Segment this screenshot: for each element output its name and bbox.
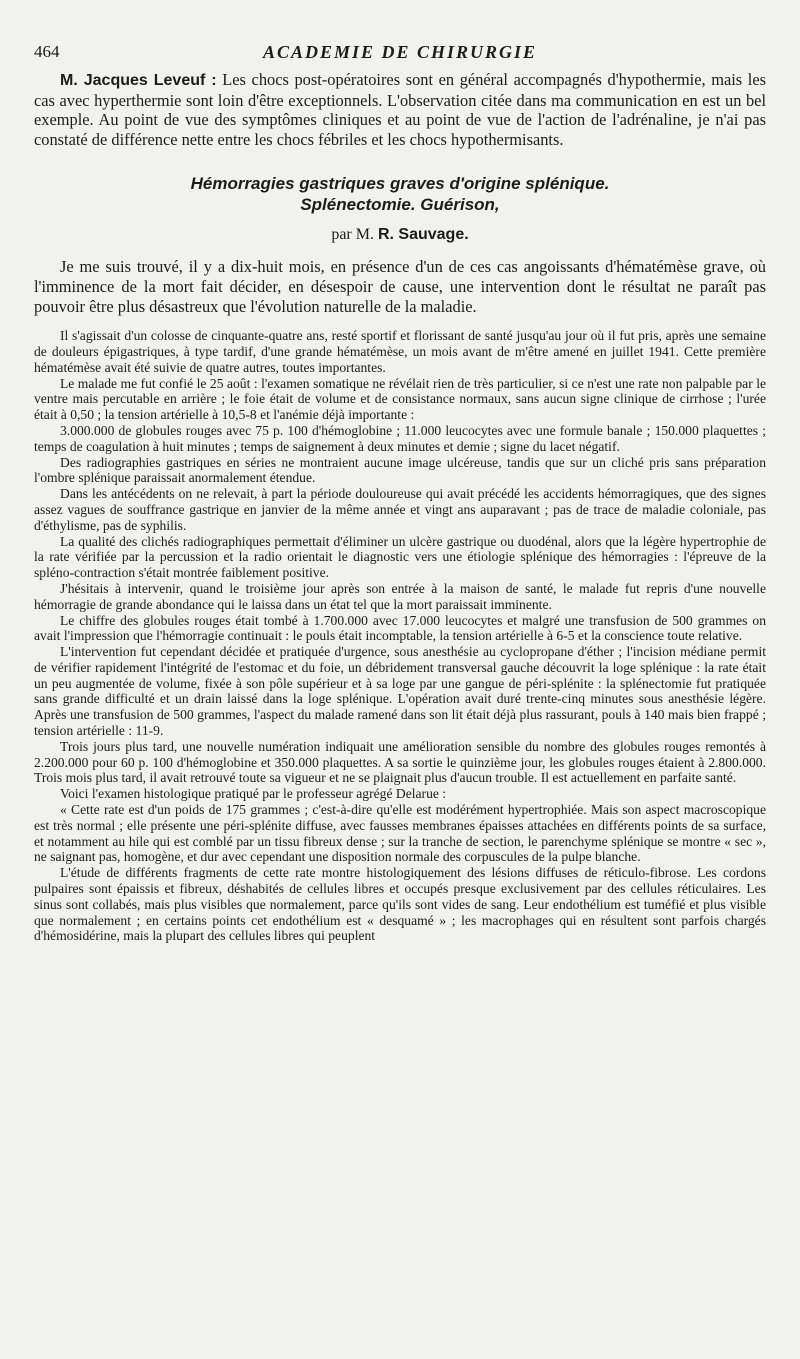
case-paragraph: Dans les antécédents on ne relevait, à part la période douloureuse qui avait précédé les accidents hémorragiques, que des signes assez vagues de souffrance gastrique en janvier de la même année et vingt ans auparavant ; pas de trace de maladie coloniale, pas d'éthylisme, pas de syphilis.: [34, 486, 766, 533]
article-title: [34, 173, 766, 215]
article-title-line-2: Splénectomie. Guérison,: [300, 195, 500, 215]
byline-prefix: par M.: [331, 226, 374, 244]
discussion-text: Les chocs post-opératoires sont en général accompagnés d'hypothermie, mais les cas avec hyperthermie sont loin d'être exceptionnels. L'observation citée dans ma communication en est un bel exemple. Au point de vue des symptômes cliniques et au point de vue de l'action de l'adrénaline, je n'ai pas constaté de différence nette entre les chocs fébriles et les chocs hypothermisants.: [34, 70, 766, 149]
discussion-paragraph: [34, 70, 766, 149]
case-paragraph: Il s'agissait d'un colosse de cinquante-quatre ans, resté sportif et florissant de santé jusqu'au jour où il fut pris, après une semaine de douleurs épigastriques, à type tardif, d'une grande hématémèse, un mois avant de m'être amené en juillet 1941. Cette première hématémèse avait été suivie de quatre autres, toutes importantes.: [34, 328, 766, 375]
running-head: ACADEMIE DE CHIRURGIE: [262, 42, 538, 62]
case-paragraph: Des radiographies gastriques en séries ne montraient aucune image ulcéreuse, tandis que sur un cliché pris sans préparation l'ombre splénique paraissait anormalement étendue.: [34, 454, 766, 486]
case-paragraph: 3.000.000 de globules rouges avec 75 p. 100 d'hémoglobine ; 11.000 leucocytes avec une formule banale ; 150.000 plaquettes ; temps de coagulation à huit minutes ; temps de saignement à deux minutes et demie ; signe du lacet négatif.: [34, 422, 766, 454]
article-byline: [34, 225, 766, 245]
page-header: [34, 42, 766, 66]
case-paragraph: Le chiffre des globules rouges était tombé à 1.700.000 avec 17.000 leucocytes et malgré une transfusion de 500 grammes on avait l'impression que l'hémorragie continuait : le pouls était incomptable, la tension artérielle à 6-5 et la conscience toute relative.: [34, 612, 766, 644]
page-content: [34, 70, 766, 944]
case-paragraph: L'étude de différents fragments de cette rate montre histologiquement des lésions diffuses de réticulo-fibrose. Les cordons pulpaires sont épaissis et fibreux, déshabités de cellules libres et occupés presque exclusivement par des cellules réticulaires. Les sinus sont collabés, mais plus visibles que normalement, parce qu'ils sont vides de sang. Leur endothélium est tuméfié et plus visible que normalement ; en certains points cet endothélium est « desquamé » ; les macrophages qui en résultent sont parfois chargés d'hémosidérine, mais la plupart des cellules libres qui peuplent: [34, 865, 766, 944]
case-paragraph: J'hésitais à intervenir, quand le troisième jour après son entrée à la maison de santé, le malade fut repris d'une nouvelle hémorragie de grande abondance qui le laissa dans un état tel que la mort paraissait imminente.: [34, 580, 766, 612]
case-paragraph: Voici l'examen histologique pratiqué par le professeur agrégé Delarue :: [60, 786, 447, 802]
article-author: R. Sauvage.: [377, 226, 469, 244]
case-report: [34, 328, 766, 944]
case-paragraph: L'intervention fut cependant décidée et pratiquée d'urgence, sous anesthésie au cyclopropane d'éther ; l'incision médiane permit de vérifier rapidement l'intégrité de l'estomac et du foie, un débridement transversal gauche découvrit la loge splénique : la rate était un peu augmentée de volume, fixée à son pôle supérieur et à sa loge par une gangue de péri-splénite : la splénectomie fut pratiquée sans grande difficulté et un drain laissé dans la loge splénique. L'opération avait duré trente-cinq minutes sous anesthésie légère. Après une transfusion de 500 grammes, l'aspect du malade ramené dans son lit était déjà plus rassurant, pouls à 140 mais bien frappé ; tension artérielle : 11-9.: [34, 644, 766, 739]
case-paragraph: Trois jours plus tard, une nouvelle numération indiquait une amélioration sensible du nombre des globules rouges remontés à 2.200.000 pour 60 p. 100 d'hémoglobine et 350.000 plaquettes. A sa sortie le quinzième jour, les globules rouges étaient à 2.800.000. Trois mois plus tard, il avait retrouvé toute sa vigueur et ne se plaignait plus d'aucun trouble. Il est actuellement en parfaite santé.: [34, 738, 766, 786]
case-paragraph: La qualité des clichés radiographiques permettait d'éliminer un ulcère gastrique ou duodénal, alors que la légère hypertrophie de la rate vérifiée par la percussion et la radio orientait le diagnostic vers une étiologie splénique des hémorragies : l'épreuve de la spléno-contraction s'était montrée faiblement positive.: [34, 533, 766, 581]
case-paragraph: Le malade me fut confié le 25 août : l'examen somatique ne révélait rien de très particulier, si ce n'est une rate non palpable par le ventre mais percutable en arrière ; le foie était de volume et de consistance normaux, sans aucun signe clinique de cirrhose ; l'urée était à 0,50 ; la tension artérielle à 10,5-8 et l'anémie déjà importante :: [34, 375, 766, 423]
article-intro: Je me suis trouvé, il y a dix-huit mois, en présence d'un de ces cas angoissants d'hématémèse grave, où l'imminence de la mort fait décider, en désespoir de cause, une intervention dont le résultat ne paraît pas pouvoir être plus désastreux que l'évolution naturelle de la maladie.: [34, 257, 766, 316]
case-paragraph: « Cette rate est d'un poids de 175 grammes ; c'est-à-dire qu'elle est modérément hypertrophiée. Mais son aspect macroscopique est très normal ; elle présente une péri-splénite diffuse, avec fausses membranes épaisses attachées en différents points de sa surface, et notamment au hile qui est comblé par un tissu fibreux dense ; sur la tranche de section, le parenchyme splénique se montre « sec », ne saignant pas, homogène, et dur avec cependant une disposition normale des corpuscules de la pulpe blanche.: [34, 802, 766, 865]
speaker-name: M. Jacques Leveuf :: [60, 72, 217, 89]
article-title-line-1: Hémorragies gastriques graves d'origine splénique.: [190, 174, 610, 194]
page-number: 464: [34, 42, 60, 61]
